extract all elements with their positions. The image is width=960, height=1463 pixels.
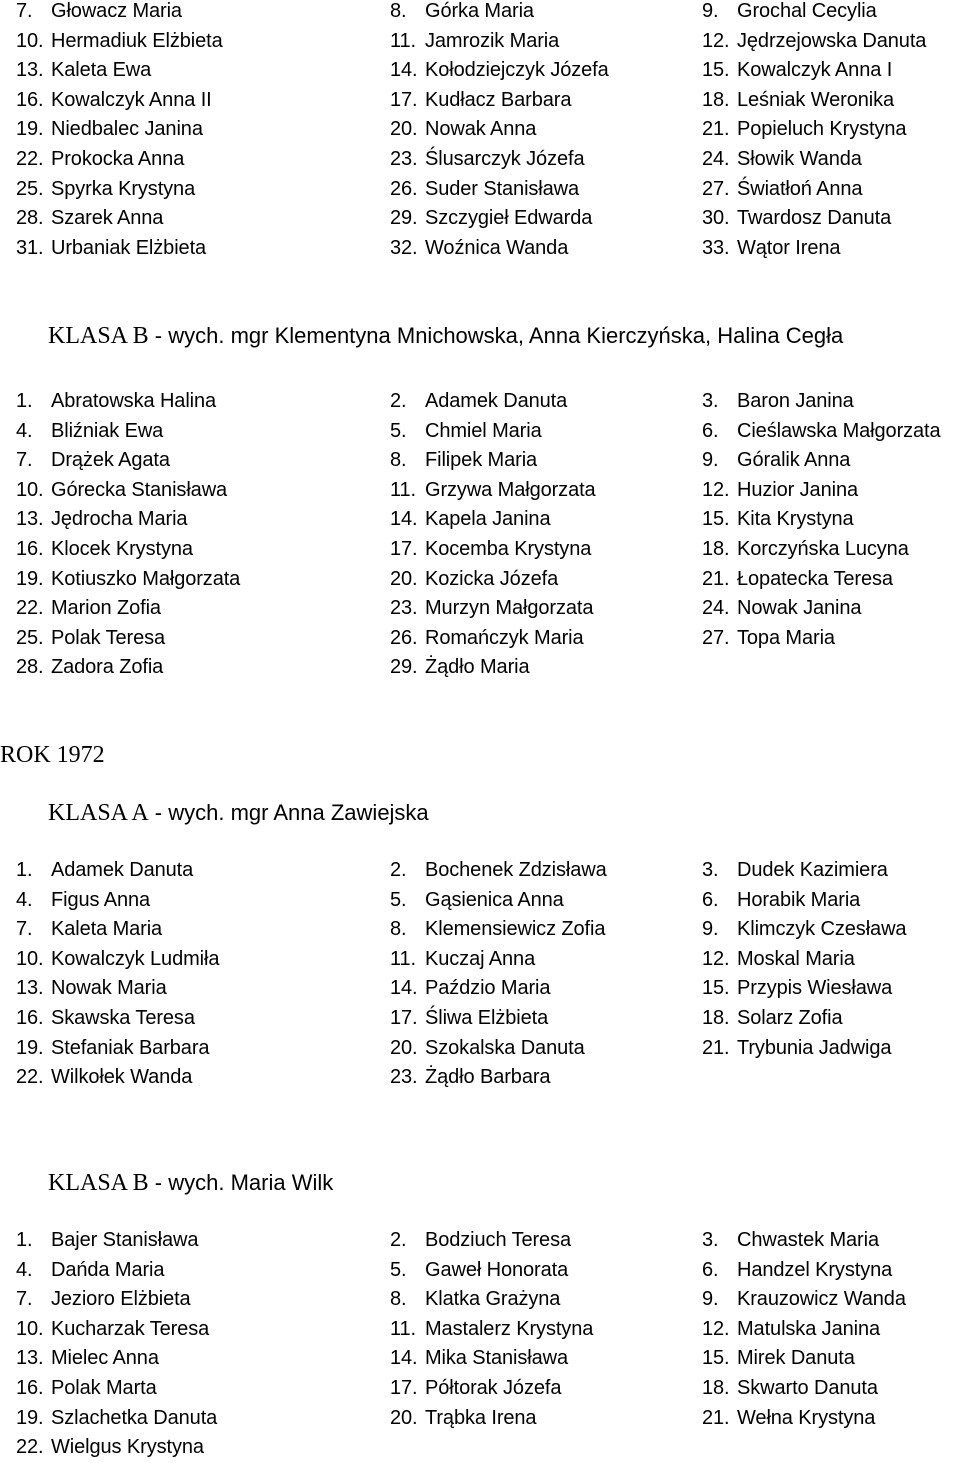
student-list-item: 11. Grzywa Małgorzata — [390, 478, 596, 501]
teacher-label: - wych. mgr Anna Zawiejska — [148, 800, 429, 825]
student-list-item: 9. Góralik Anna — [702, 449, 851, 472]
student-list-item: 20. Szokalska Danuta — [390, 1036, 585, 1059]
student-list-item: 32. Woźnica Wanda — [390, 236, 569, 259]
student-list-item: 3. Dudek Kazimiera — [702, 859, 888, 881]
student-list-item: 2. Bodziuch Teresa — [390, 1229, 572, 1251]
student-list-item: 13. Mielec Anna — [16, 1347, 159, 1370]
class-heading-b-1972 — [48, 1168, 333, 1198]
student-list-item: 10. Kucharzak Teresa — [16, 1317, 210, 1340]
class-heading-b — [48, 321, 843, 351]
student-list-item: 24. Słowik Wanda — [702, 148, 862, 170]
student-list-item: 17. Kudłacz Barbara — [390, 88, 572, 111]
student-list-item: 29. Szczygieł Edwarda — [390, 207, 593, 230]
student-list-item: 19. Kotiuszko Małgorzata — [16, 567, 241, 590]
class-label: KLASA A — [48, 800, 149, 826]
student-list-item: 5. Gąsienica Anna — [390, 888, 564, 911]
student-list-item: 17. Kocemba Krystyna — [390, 538, 592, 560]
student-list-item: 12. Jędrzejowska Danuta — [702, 29, 927, 52]
student-list-item: 12. Matulska Janina — [702, 1317, 881, 1340]
student-list-item: 33. Wątor Irena — [702, 236, 841, 259]
student-list-item: 16. Kowalczyk Anna II — [16, 88, 212, 111]
student-list-item: 20. Nowak Anna — [390, 118, 537, 141]
student-list-item: 16. Polak Marta — [16, 1377, 157, 1399]
student-list-item: 27. Światłoń Anna — [702, 177, 863, 200]
student-list-item: 13. Kaleta Ewa — [16, 59, 152, 82]
student-list-item: 14. Paździo Maria — [390, 977, 551, 1000]
student-list-item: 7. Kaleta Maria — [16, 918, 163, 941]
student-list-item: 6. Handzel Krystyna — [702, 1258, 893, 1281]
student-list-item: 11. Kuczaj Anna — [390, 947, 536, 970]
student-list-item: 17. Śliwa Elżbieta — [390, 1007, 549, 1029]
student-list-item: 20. Trąbka Irena — [390, 1406, 537, 1429]
student-list-item: 26. Suder Stanisława — [390, 177, 580, 200]
student-list-item: 21. Trybunia Jadwiga — [702, 1036, 892, 1059]
student-list-item: 10. Hermadiuk Elżbieta — [16, 29, 223, 52]
student-list-item: 23. Żądło Barbara — [390, 1066, 551, 1089]
student-list-item: 15. Mirek Danuta — [702, 1347, 855, 1370]
student-list-item: 15. Kita Krystyna — [702, 508, 854, 531]
student-list-item: 9. Krauzowicz Wanda — [702, 1288, 906, 1311]
student-list-item: 5. Chmiel Maria — [390, 419, 542, 442]
student-list-item: 6. Cieślawska Małgorzata — [702, 419, 941, 442]
student-list-item: 26. Romańczyk Maria — [390, 626, 584, 649]
student-list-item: 13. Jędrocha Maria — [16, 508, 188, 531]
student-list-item: 19. Szlachetka Danuta — [16, 1406, 218, 1429]
student-list-item: 23. Murzyn Małgorzata — [390, 597, 594, 620]
student-list-item: 2. Adamek Danuta — [390, 390, 568, 412]
student-list-item: 11. Jamrozik Maria — [390, 29, 560, 52]
student-list-item: 7. Drążek Agata — [16, 449, 170, 472]
student-list-item: 8. Filipek Maria — [390, 449, 538, 472]
student-list-item: 14. Kołodziejczyk Józefa — [390, 59, 609, 82]
student-list-item: 1. Bajer Stanisława — [16, 1229, 199, 1251]
student-list-item: 30. Twardosz Danuta — [702, 207, 892, 230]
student-list-item: 3. Chwastek Maria — [702, 1229, 879, 1251]
student-list-item: 10. Górecka Stanisława — [16, 478, 228, 501]
student-list-item: 12. Moskal Maria — [702, 947, 855, 970]
student-list-item: 2. Bochenek Zdzisława — [390, 859, 607, 881]
student-list-item: 7. Jezioro Elżbieta — [16, 1288, 191, 1311]
student-list-item: 18. Skwarto Danuta — [702, 1377, 878, 1399]
year-heading: ROK 1972 — [0, 742, 105, 768]
class-label: KLASA B — [48, 1170, 149, 1196]
student-list-item: 13. Nowak Maria — [16, 977, 167, 1000]
student-list-item: 5. Gaweł Honorata — [390, 1258, 569, 1281]
student-list-item: 28. Szarek Anna — [16, 207, 164, 230]
teacher-label: - wych. Maria Wilk — [148, 1170, 334, 1195]
student-list-item: 4. Figus Anna — [16, 888, 151, 911]
student-list-item: 9. Klimczyk Czesława — [702, 918, 907, 941]
student-list-item: 16. Skawska Teresa — [16, 1007, 195, 1029]
student-list-item: 15. Kowalczyk Anna I — [702, 59, 893, 82]
student-list-item: 19. Stefaniak Barbara — [16, 1036, 210, 1059]
student-list-item: 17. Półtorak Józefa — [390, 1377, 562, 1399]
class-heading-a-1972 — [48, 798, 429, 828]
student-list-item: 20. Kozicka Józefa — [390, 567, 559, 590]
student-list-item: 29. Żądło Maria — [390, 656, 530, 679]
student-list-item: 10. Kowalczyk Ludmiła — [16, 947, 220, 970]
student-list-item: 21. Popieluch Krystyna — [702, 118, 907, 141]
student-list-item: 12. Huzior Janina — [702, 478, 858, 501]
student-list-item: 8. Klatka Grażyna — [390, 1288, 561, 1311]
student-list-item: 11. Mastalerz Krystyna — [390, 1317, 594, 1340]
student-list-item: 21. Łopatecka Teresa — [702, 567, 893, 590]
student-list-item: 28. Zadora Zofia — [16, 656, 164, 679]
student-list-item: 19. Niedbalec Janina — [16, 118, 203, 141]
student-list-item: 24. Nowak Janina — [702, 597, 862, 620]
student-list-item: 14. Kapela Janina — [390, 508, 551, 531]
student-list-item: 22. Prokocka Anna — [16, 148, 185, 170]
student-list-item: 18. Korczyńska Lucyna — [702, 538, 909, 560]
student-list-item: 8. Klemensiewicz Zofia — [390, 918, 606, 941]
student-list-item: 22. Wielgus Krystyna — [16, 1436, 204, 1459]
student-list-item: 21. Wełna Krystyna — [702, 1406, 876, 1429]
student-list-item: 7. Głowacz Maria — [16, 0, 182, 22]
student-list-item: 15. Przypis Wiesława — [702, 977, 893, 1000]
student-list-item: 18. Solarz Zofia — [702, 1007, 843, 1029]
student-list-item: 8. Górka Maria — [390, 0, 534, 22]
teacher-label: - wych. mgr Klementyna Mnichowska, Anna Kierczyńska, Halina Cegła — [148, 323, 844, 348]
student-list-item: 16. Klocek Krystyna — [16, 538, 193, 560]
class-label: KLASA B — [48, 323, 149, 349]
student-list-item: 3. Baron Janina — [702, 390, 854, 412]
student-list-item: 1. Adamek Danuta — [16, 859, 194, 881]
student-list-item: 25. Polak Teresa — [16, 626, 166, 649]
student-list-item: 22. Marion Zofia — [16, 597, 161, 620]
student-list-item: 22. Wilkołek Wanda — [16, 1066, 193, 1089]
student-list-item: 4. Bliźniak Ewa — [16, 419, 164, 442]
student-list-item: 6. Horabik Maria — [702, 888, 861, 911]
student-list-item: 1. Abratowska Halina — [16, 390, 217, 412]
student-list-item: 23. Ślusarczyk Józefa — [390, 148, 585, 170]
student-list-item: 4. Dańda Maria — [16, 1258, 165, 1281]
student-list-item: 18. Leśniak Weronika — [702, 88, 895, 111]
student-list-item: 9. Grochal Cecylia — [702, 0, 877, 22]
student-list-item: 14. Mika Stanisława — [390, 1347, 569, 1370]
student-list-item: 25. Spyrka Krystyna — [16, 177, 196, 200]
student-list-item: 27. Topa Maria — [702, 626, 835, 649]
student-list-item: 31. Urbaniak Elżbieta — [16, 236, 207, 259]
